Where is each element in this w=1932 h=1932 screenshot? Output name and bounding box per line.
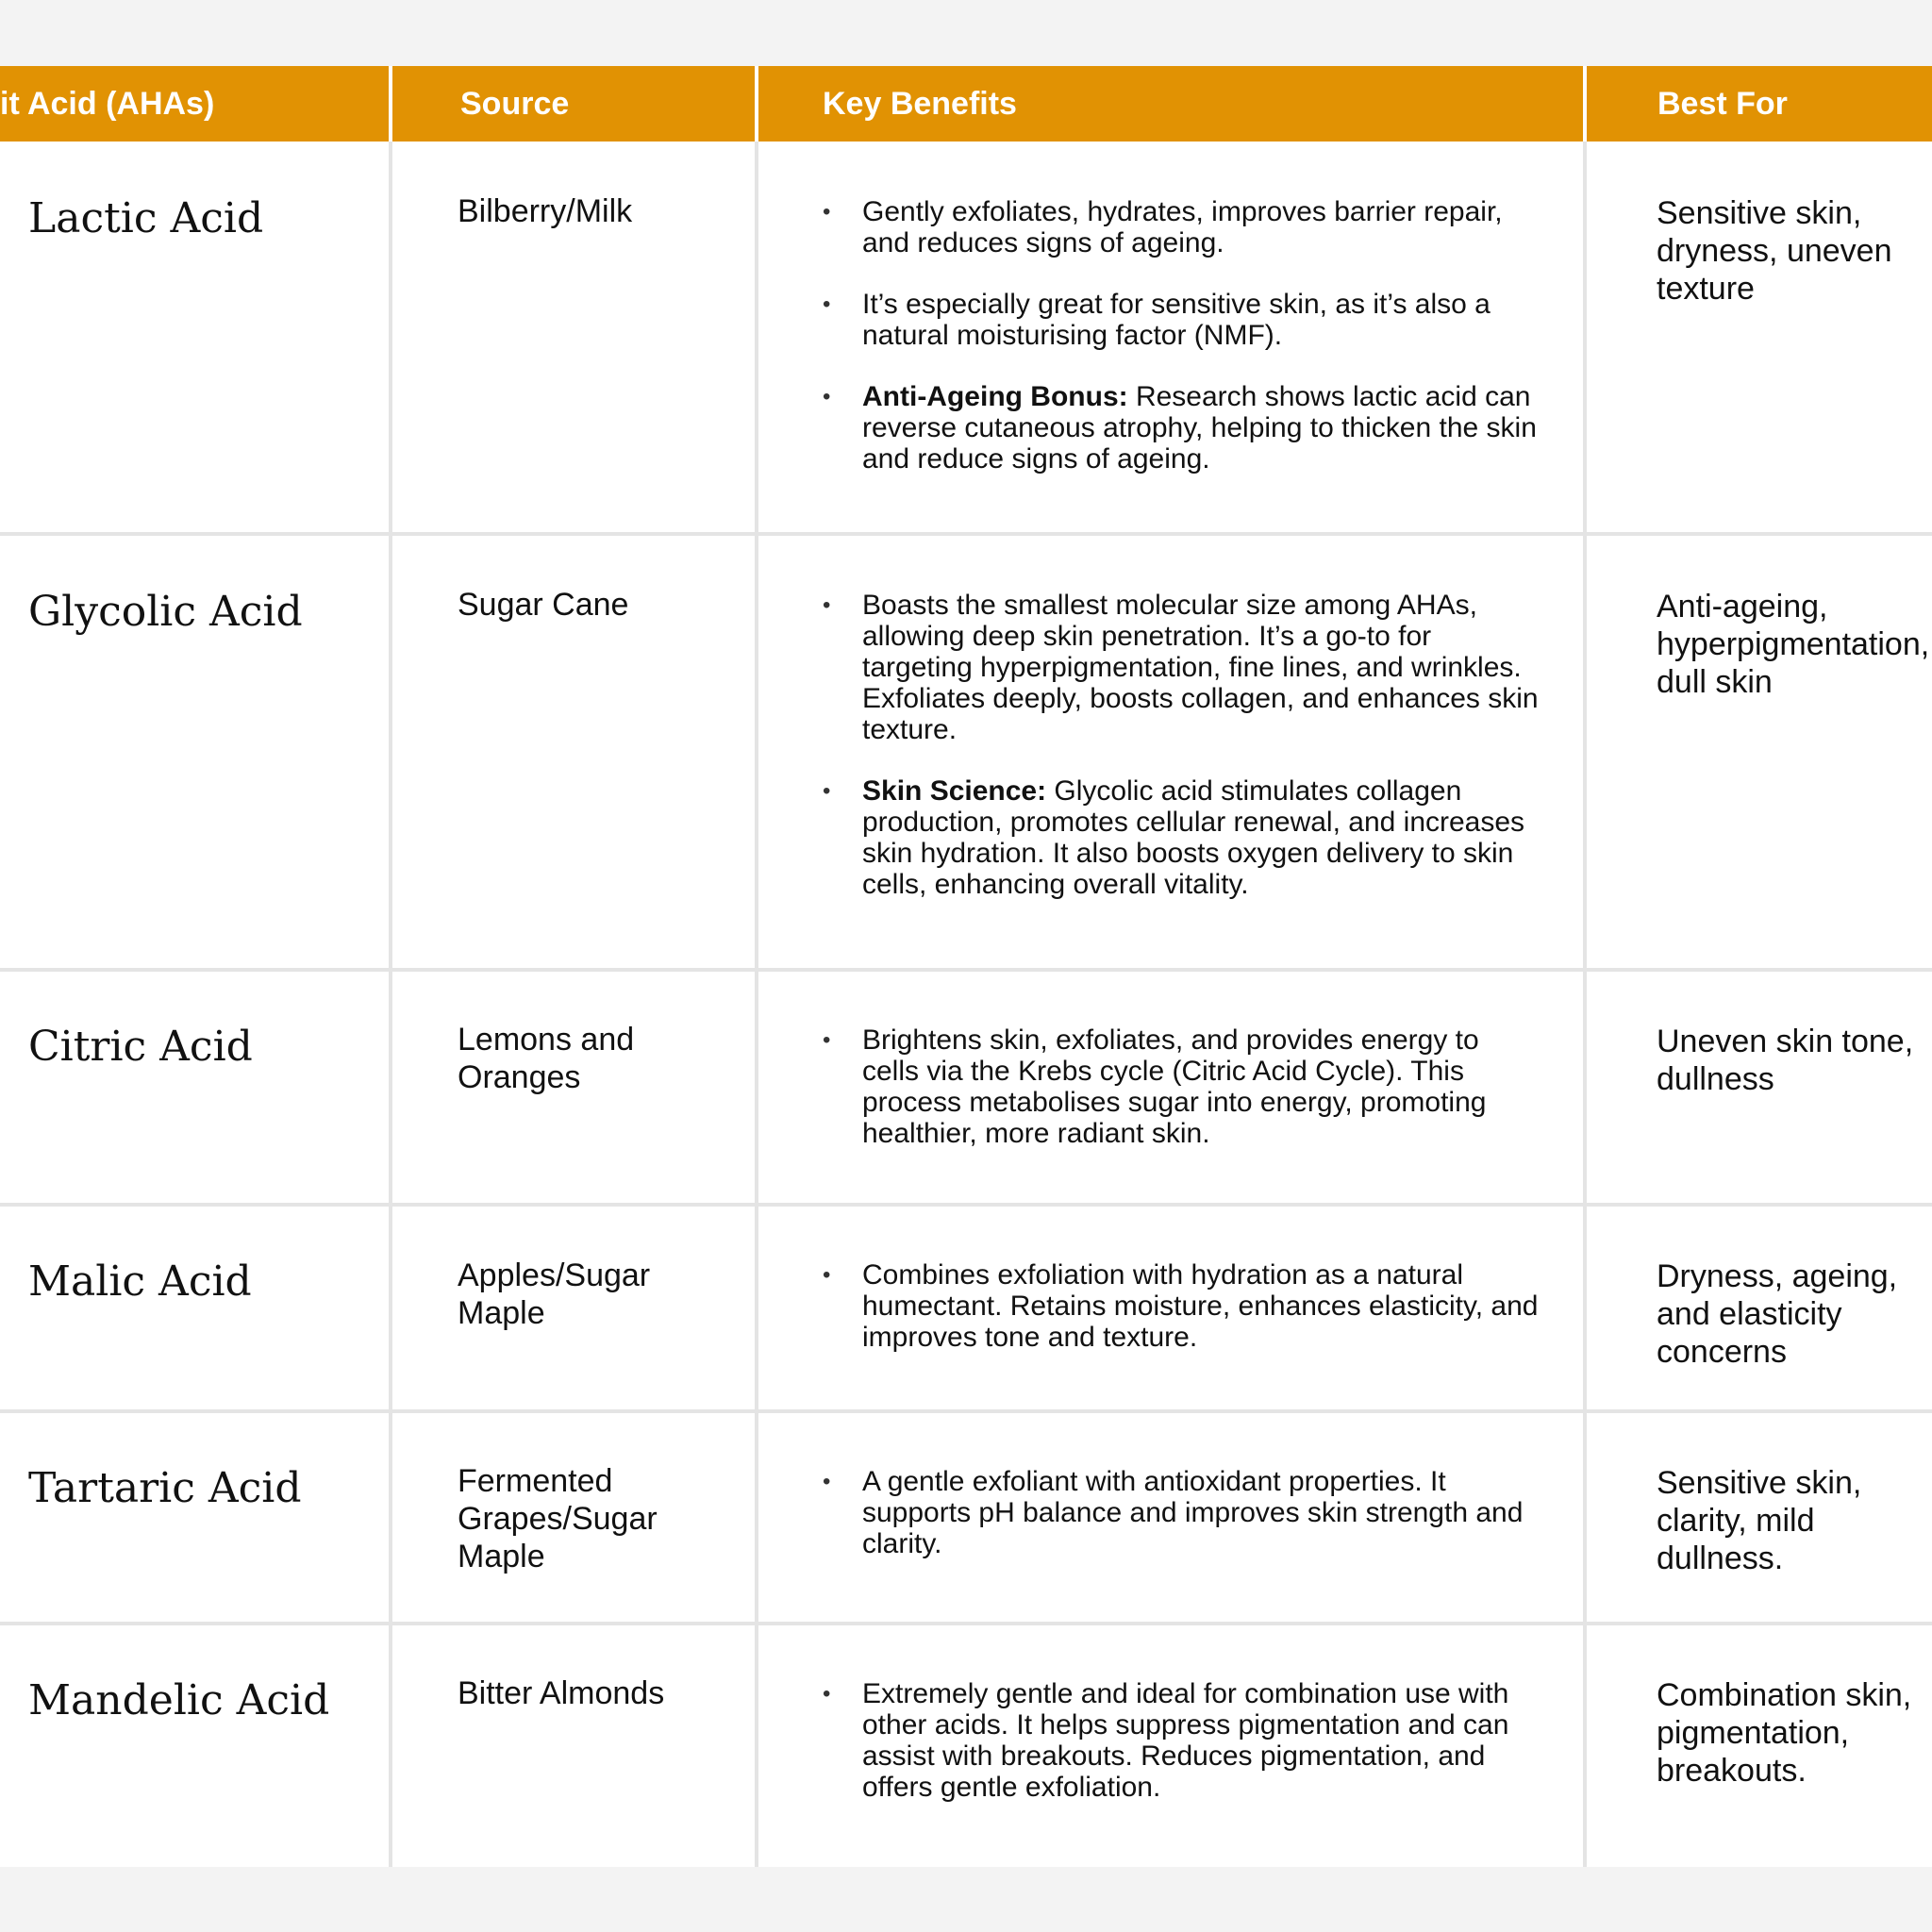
benefit-item: • Combines exfoliation with hydration as a natural humectant. Retains moisture, enhances elasticity, and improves tone and texture.: [823, 1259, 1540, 1353]
benefits-citric: [823, 1024, 1540, 1179]
best-for-glycolic: Anti-ageing, hyperpigmentation, dull skin: [1657, 589, 1930, 700]
header-divider: [1583, 66, 1587, 142]
benefit-item: • It’s especially great for sensitive skin, as it’s also a natural moisturising factor (NMF).: [823, 289, 1540, 351]
column-divider: [755, 142, 758, 1867]
header-divider: [755, 66, 758, 142]
table-header: [0, 66, 1932, 142]
best-for-tartaric: Sensitive skin, clarity, mild dullness.: [1657, 1465, 1862, 1576]
row-divider: [0, 532, 1932, 536]
source-mandelic: Bitter Almonds: [458, 1675, 665, 1711]
source-citric: Lemons and Oranges: [458, 1022, 635, 1095]
row-divider: [0, 1622, 1932, 1625]
benefits-list: [823, 1678, 1540, 1803]
benefit-item: • Extremely gentle and ideal for combination use with other acids. It helps suppress pigmentation and can assist with breakouts. Reduces pigmentation, and offers gentle exfoliation.: [823, 1678, 1540, 1803]
header-key-benefits: Key Benefits: [823, 86, 1017, 122]
aha-comparison-table: [0, 66, 1932, 1867]
best-for-mandelic: Combination skin, pigmentation, breakouts.: [1657, 1677, 1912, 1789]
header-divider: [389, 66, 392, 142]
row-divider: [0, 968, 1932, 972]
benefit-item: • A gentle exfoliant with antioxidant properties. It supports pH balance and improves skin strength and clarity.: [823, 1466, 1540, 1559]
header-best-for: Best For: [1657, 86, 1788, 122]
acid-name-glycolic: Glycolic Acid: [28, 588, 303, 636]
benefits-list: [823, 196, 1540, 475]
benefit-item: • Anti-Ageing Bonus: Research shows lactic acid can reverse cutaneous atrophy, helping to thicken the skin and reduce signs of ageing.: [823, 381, 1540, 475]
row-divider: [0, 1409, 1932, 1413]
row-divider: [0, 1203, 1932, 1207]
source-glycolic: Sugar Cane: [458, 587, 629, 623]
benefits-mandelic: [823, 1678, 1540, 1833]
benefits-malic: [823, 1259, 1540, 1383]
acid-name-tartaric: Tartaric Acid: [28, 1464, 302, 1512]
benefit-item: • Gently exfoliates, hydrates, improves barrier repair, and reduces signs of ageing.: [823, 196, 1540, 258]
best-for-citric: Uneven skin tone, dullness: [1657, 1024, 1914, 1097]
acid-name-citric: Citric Acid: [28, 1023, 253, 1071]
benefits-glycolic: [823, 590, 1540, 930]
acid-name-mandelic: Mandelic Acid: [28, 1676, 330, 1724]
benefit-item: • Skin Science: Glycolic acid stimulates collagen production, promotes cellular renewal, and increases skin hydration. It also boosts oxygen delivery to skin cells, enhancing overall vitality.: [823, 775, 1540, 900]
acid-name-malic: Malic Acid: [28, 1257, 252, 1306]
source-malic: Apples/Sugar Maple: [458, 1257, 651, 1331]
benefits-list: [823, 1024, 1540, 1149]
benefit-item: • Brightens skin, exfoliates, and provides energy to cells via the Krebs cycle (Citric Acid Cycle). This process metabolises sugar into energy, promoting healthier, more radiant skin.: [823, 1024, 1540, 1149]
column-divider: [1583, 142, 1587, 1867]
source-tartaric: Fermented Grapes/Sugar Maple: [458, 1463, 658, 1574]
header-source: Source: [460, 86, 570, 122]
header-acid: it Acid (AHAs): [0, 86, 215, 122]
best-for-lactic: Sensitive skin, dryness, uneven texture: [1657, 195, 1892, 307]
benefits-list: [823, 590, 1540, 900]
column-divider: [389, 142, 392, 1867]
benefits-list: [823, 1259, 1540, 1353]
benefit-item: • Boasts the smallest molecular size among AHAs, allowing deep skin penetration. It’s a go-to for targeting hyperpigmentation, fine lines, and wrinkles. Exfoliates deeply, boosts collagen, and enhances skin texture.: [823, 590, 1540, 745]
benefits-tartaric: [823, 1466, 1540, 1590]
best-for-malic: Dryness, ageing, and elasticity concerns: [1657, 1258, 1898, 1370]
benefits-list: [823, 1466, 1540, 1559]
source-lactic: Bilberry/Milk: [458, 193, 633, 229]
benefits-lactic: [823, 196, 1540, 505]
acid-name-lactic: Lactic Acid: [28, 194, 264, 242]
